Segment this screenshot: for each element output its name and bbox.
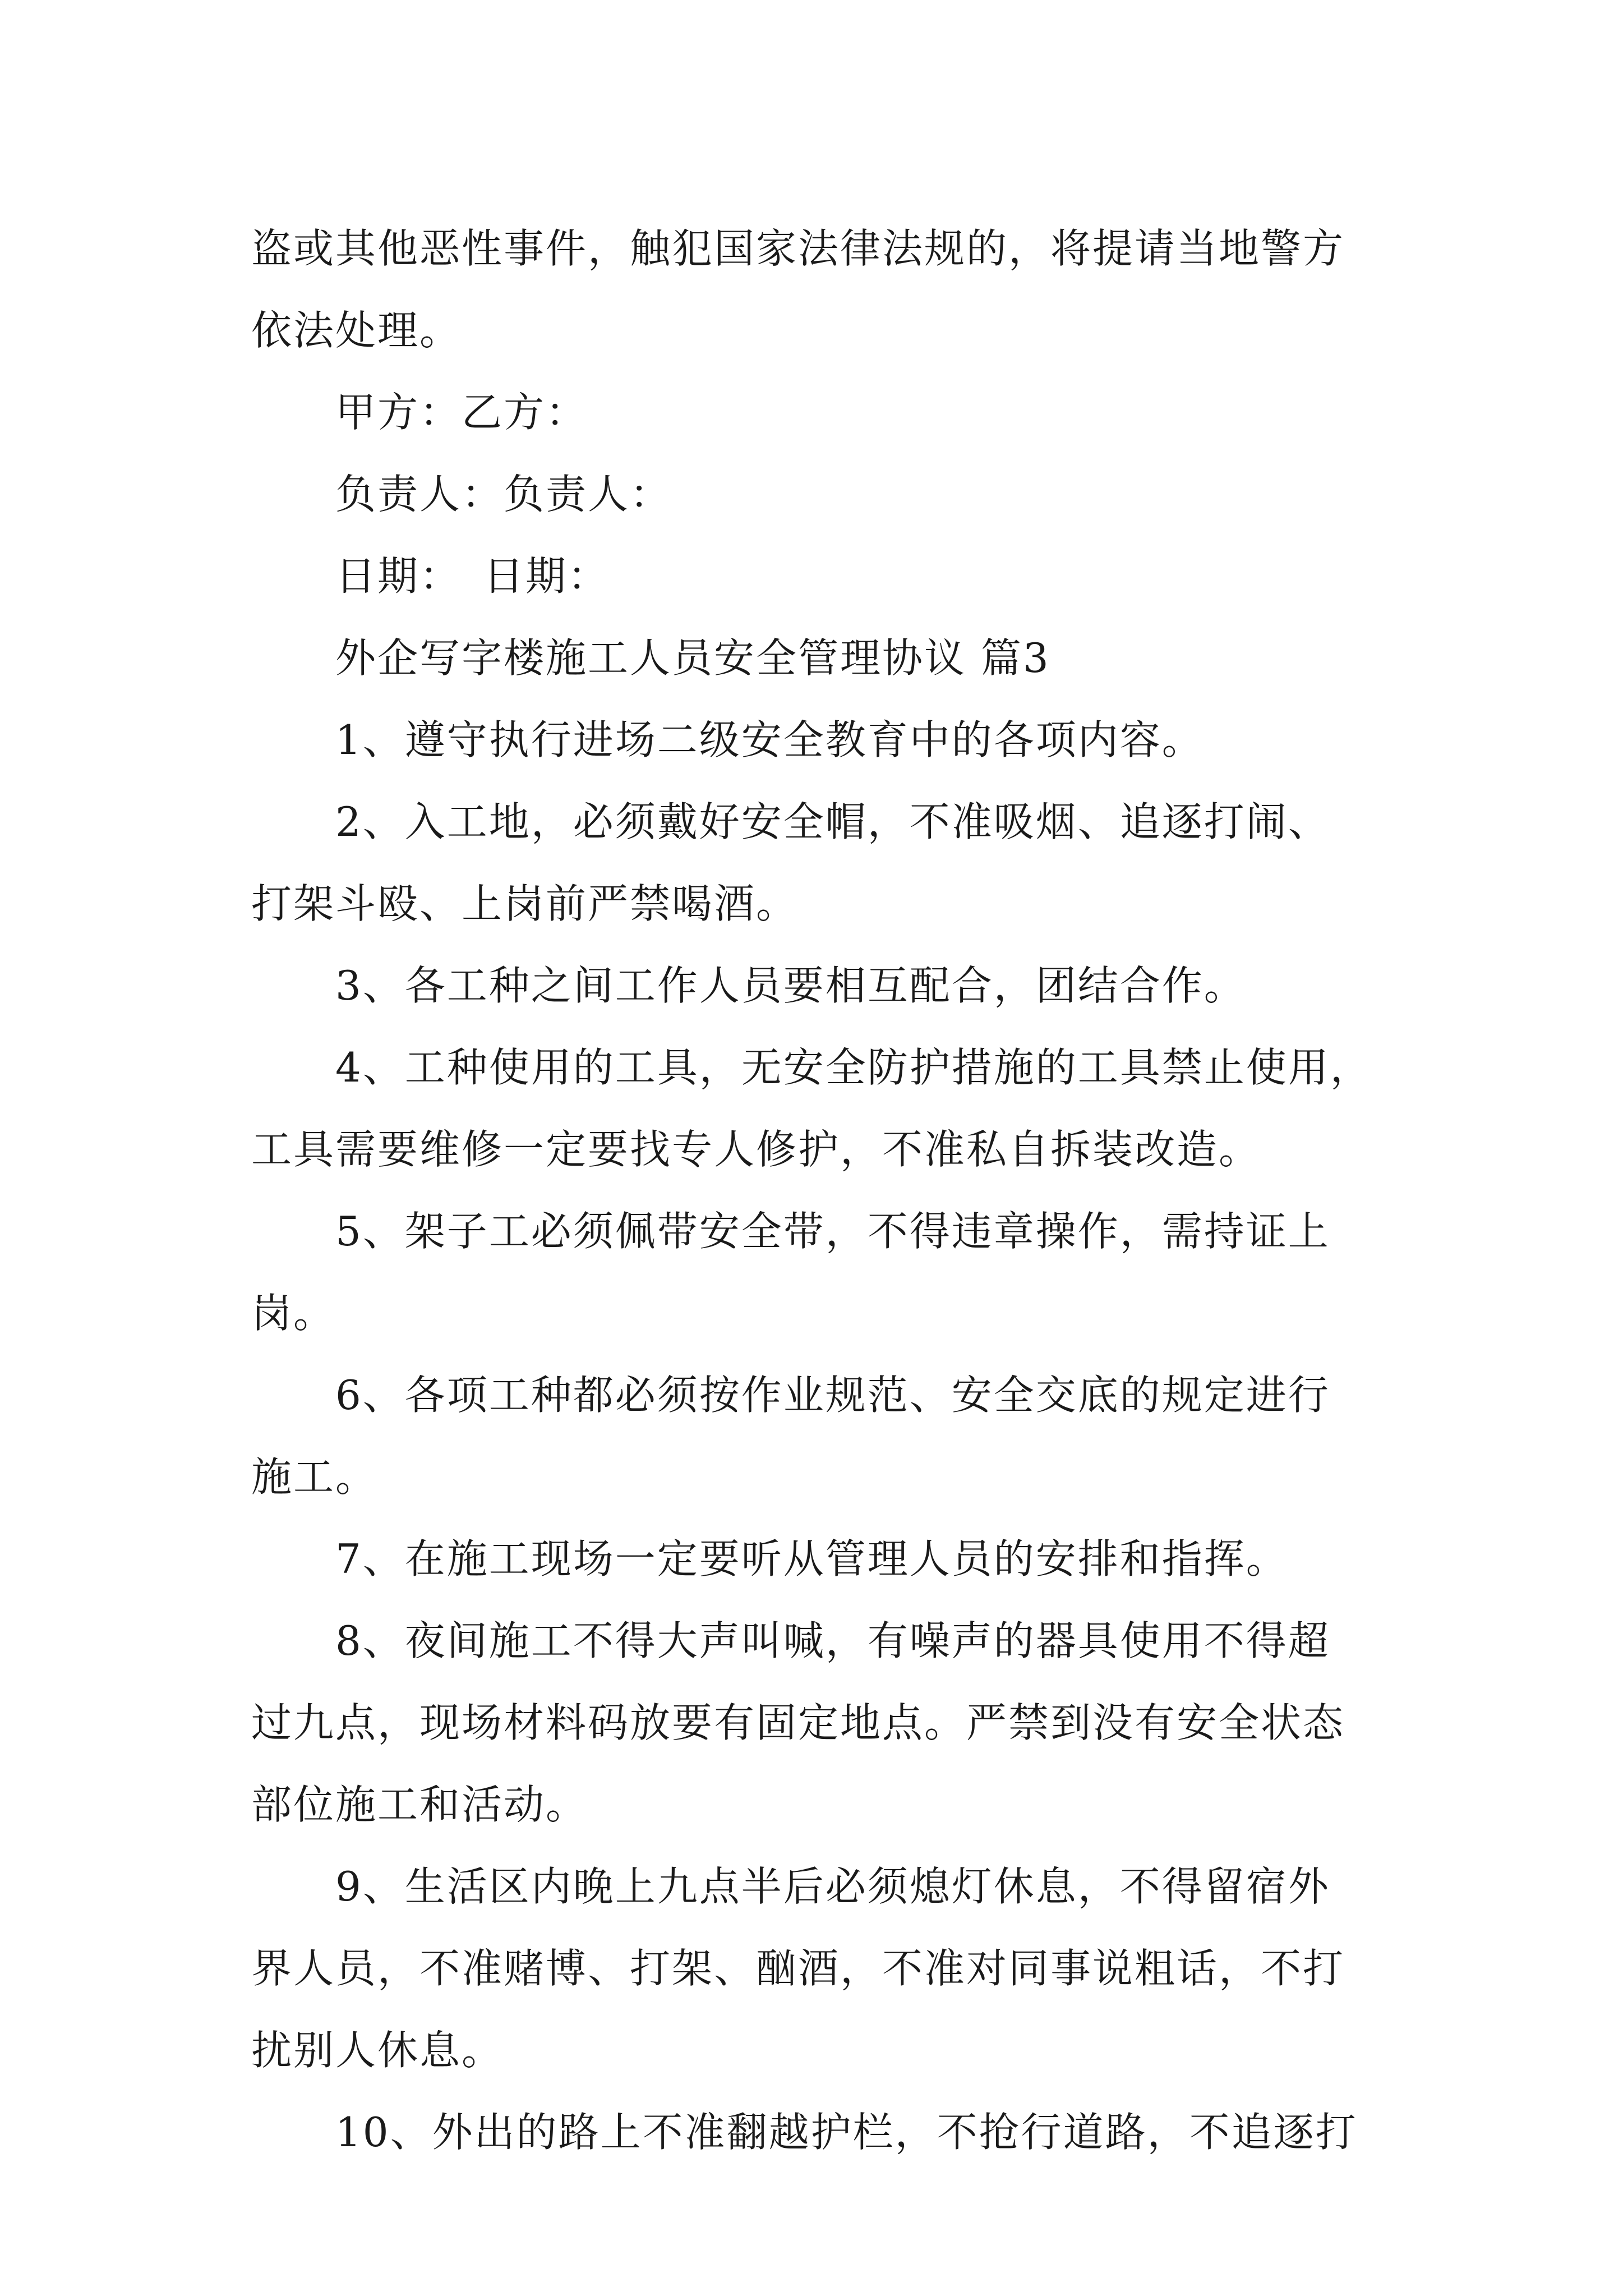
clause-8-continued: 部位施工和活动。	[251, 1781, 588, 1828]
clause-4: 4、工种使用的工具，无安全防护措施的工具禁止使用，	[335, 1044, 1372, 1091]
clause-5: 5、架子工必须佩带安全带，不得违章操作，需持证上	[335, 1208, 1330, 1255]
clause-10: 10、外出的路上不准翻越护栏，不抢行道路，不追逐打	[335, 2109, 1358, 2156]
clause-2-continued: 打架斗殴、上岗前严禁喝酒。	[251, 880, 799, 927]
clause-9: 9、生活区内晚上九点半后必须熄灯休息，不得留宿外	[335, 1863, 1330, 1910]
text-line: 盗或其他恶性事件，触犯国家法律法规的，将提请当地警方	[251, 225, 1345, 272]
responsible-person-line: 负责人：负责人：	[335, 471, 672, 518]
clause-1: 1、遵守执行进场二级安全教育中的各项内容。	[335, 716, 1204, 763]
clause-9-continued: 扰别人休息。	[251, 2027, 504, 2074]
clause-5-continued: 岗。	[251, 1290, 336, 1337]
section-title: 外企写字楼施工人员安全管理协议 篇3	[335, 634, 1050, 682]
clause-9-continued: 界人员，不准赌博、打架、酗酒，不准对同事说粗话，不打	[251, 1945, 1345, 1992]
document-body	[251, 208, 1378, 2173]
clause-7: 7、在施工现场一定要听从管理人员的安排和指挥。	[335, 1535, 1288, 1582]
clause-8-continued: 过九点，现场材料码放要有固定地点。严禁到没有安全状态	[251, 1699, 1345, 1746]
text-line: 依法处理。	[251, 307, 462, 354]
party-line: 甲方：乙方：	[335, 389, 588, 436]
clause-2: 2、入工地，必须戴好安全帽，不准吸烟、追逐打闹、	[335, 798, 1330, 845]
date-line: 日期： 日期：	[335, 553, 610, 600]
clause-8: 8、夜间施工不得大声叫喊，有噪声的器具使用不得超	[335, 1617, 1330, 1664]
clause-6-continued: 施工。	[251, 1453, 378, 1501]
clause-6: 6、各项工种都必须按作业规范、安全交底的规定进行	[335, 1372, 1330, 1419]
clause-3: 3、各工种之间工作人员要相互配合，团结合作。	[335, 962, 1246, 1009]
clause-4-continued: 工具需要维修一定要找专人修护，不准私自拆装改造。	[251, 1126, 1261, 1173]
